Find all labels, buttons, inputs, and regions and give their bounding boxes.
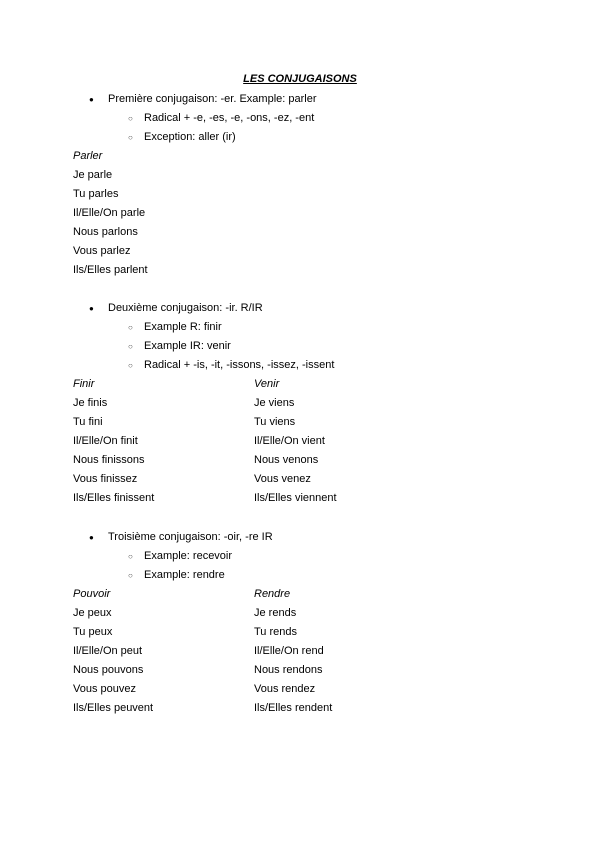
sub-bullet: ○ Example IR: venir bbox=[144, 340, 231, 353]
conjugation-line: Vous rendez bbox=[254, 683, 316, 695]
conjugation-line: Je viens bbox=[254, 397, 295, 409]
conjugation-line: Tu parles bbox=[73, 188, 119, 200]
sub-bullet: ○ Radical + -is, -it, -issons, -issez, -issent bbox=[144, 359, 334, 372]
verb-heading-pouvoir: Pouvoir bbox=[73, 588, 111, 600]
conjugation-line: Ils/Elles rendent bbox=[254, 702, 333, 714]
conjugation-line: Je finis bbox=[73, 397, 108, 409]
conjugation-line: Tu rends bbox=[254, 626, 298, 638]
conjugation-line: Il/Elle/On peut bbox=[73, 645, 143, 657]
verb-heading-finir: Finir bbox=[73, 378, 95, 390]
conjugation-line: Nous pouvons bbox=[73, 664, 144, 676]
conjugation-line: Vous pouvez bbox=[73, 683, 136, 695]
conjugation-line: Nous rendons bbox=[254, 664, 323, 676]
conjugation-line: Ils/Elles parlent bbox=[73, 264, 148, 276]
sub-bullet: ○ Example R: finir bbox=[144, 321, 222, 334]
conjugation-line: Tu viens bbox=[254, 416, 296, 428]
sub-bullet: ○ Exception: aller (ir) bbox=[144, 131, 236, 144]
bullet-first-conjugation: ● Première conjugaison: -er. Example: parler bbox=[108, 93, 316, 106]
conjugation-line: Je rends bbox=[254, 607, 297, 619]
conjugation-line: Tu peux bbox=[73, 626, 113, 638]
conjugation-line: Il/Elle/On vient bbox=[254, 435, 325, 447]
conjugation-line: Vous parlez bbox=[73, 245, 131, 257]
bullet-second-conjugation: ● Deuxième conjugaison: -ir. R/IR bbox=[108, 302, 263, 315]
conjugation-line: Il/Elle/On finit bbox=[73, 435, 138, 447]
conjugation-line: Vous venez bbox=[254, 473, 311, 485]
sub-bullet: ○ Example: rendre bbox=[144, 569, 225, 582]
document-title: LES CONJUGAISONS bbox=[243, 73, 357, 85]
conjugation-line: Nous finissons bbox=[73, 454, 145, 466]
conjugation-line: Ils/Elles viennent bbox=[254, 492, 337, 504]
conjugation-line: Tu fini bbox=[73, 416, 103, 428]
conjugation-line: Nous parlons bbox=[73, 226, 138, 238]
conjugation-line: Il/Elle/On parle bbox=[73, 207, 146, 219]
conjugation-line: Ils/Elles peuvent bbox=[73, 702, 154, 714]
verb-heading-venir: Venir bbox=[254, 378, 280, 390]
sub-bullet: ○ Radical + -e, -es, -e, -ons, -ez, -ent bbox=[144, 112, 314, 125]
conjugation-line: Vous finissez bbox=[73, 473, 138, 485]
conjugation-line: Je parle bbox=[73, 169, 113, 181]
conjugation-line: Nous venons bbox=[254, 454, 319, 466]
conjugation-line: Il/Elle/On rend bbox=[254, 645, 324, 657]
verb-heading-rendre: Rendre bbox=[254, 588, 291, 600]
sub-bullet: ○ Example: recevoir bbox=[144, 550, 232, 563]
bullet-third-conjugation: ● Troisième conjugaison: -oir, -re IR bbox=[108, 531, 273, 544]
conjugation-line: Ils/Elles finissent bbox=[73, 492, 155, 504]
conjugation-line: Je peux bbox=[73, 607, 112, 619]
verb-heading-parler: Parler bbox=[73, 150, 103, 162]
